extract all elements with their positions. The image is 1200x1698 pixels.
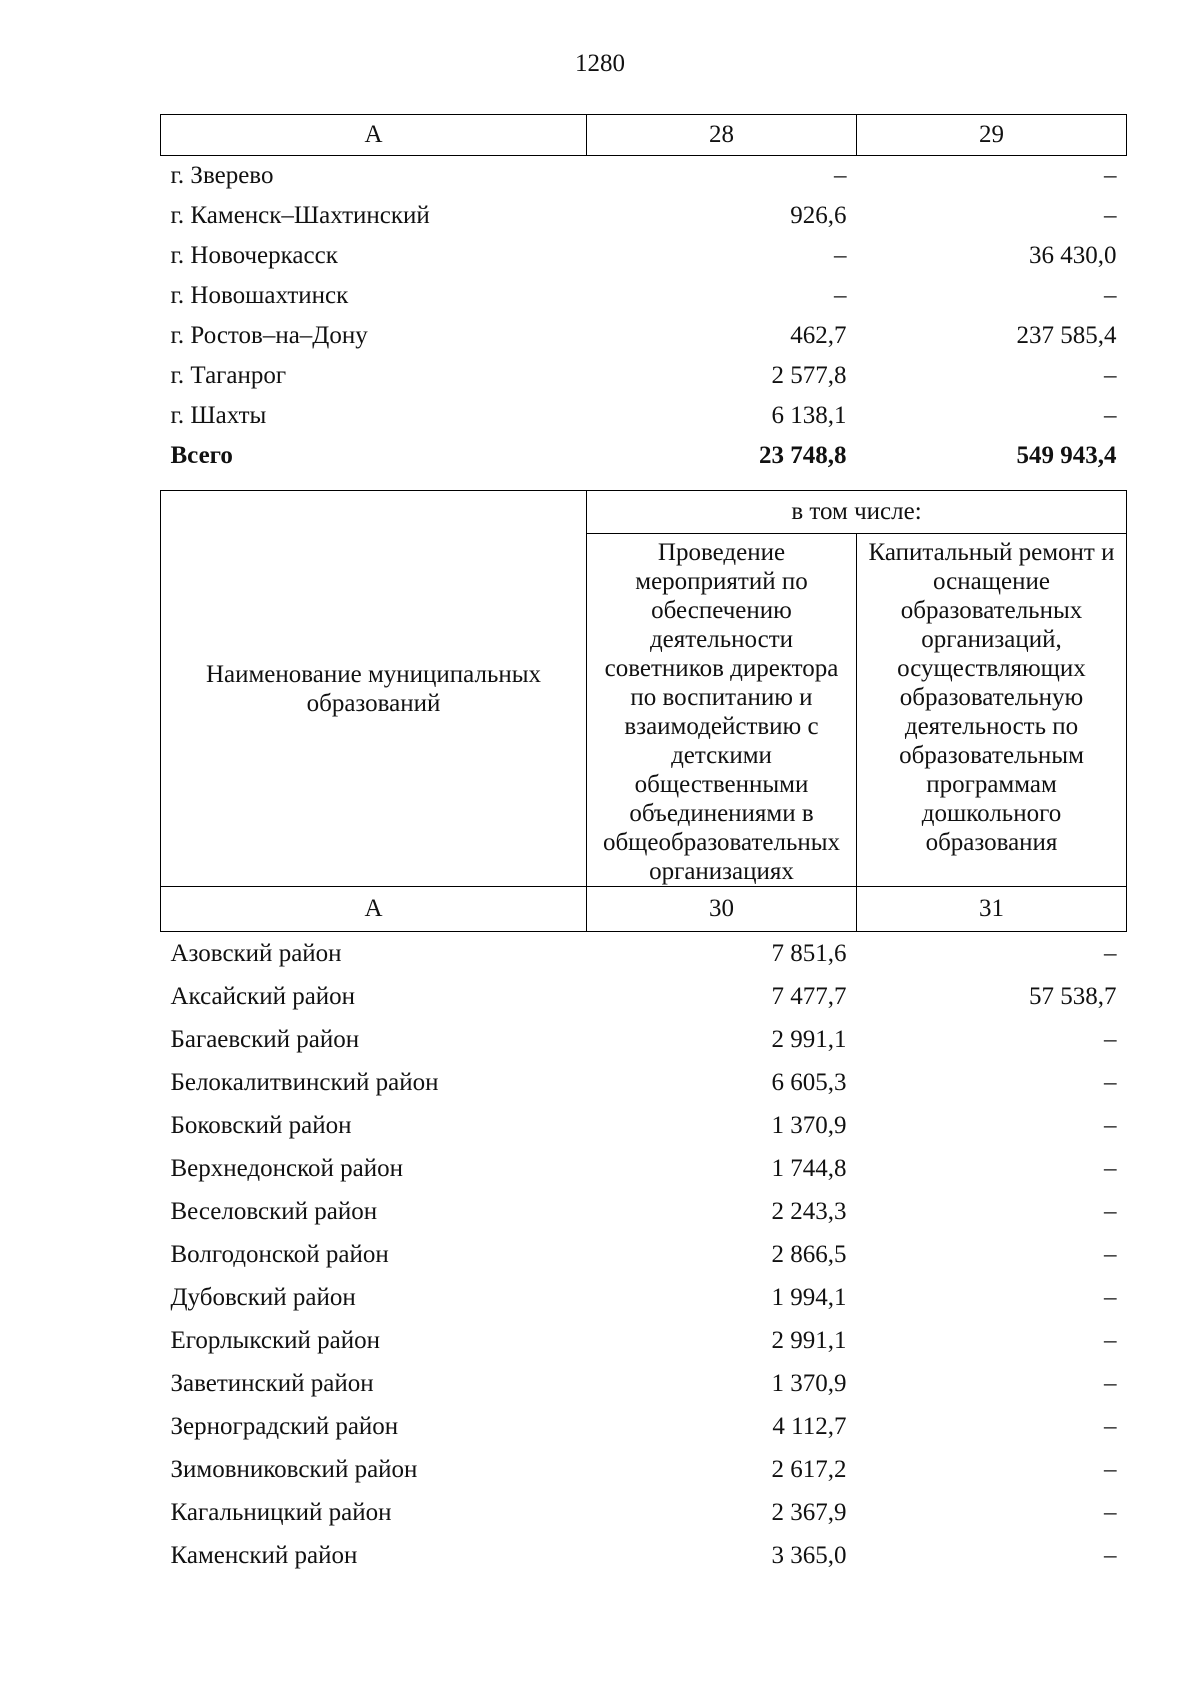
amount-cell: 6 605,3 — [771, 1068, 847, 1096]
table-row — [161, 1405, 1127, 1448]
amount-cell: – — [1104, 202, 1117, 229]
municipality-name: г. Таганрог — [170, 362, 287, 389]
amount-cell: 7 477,7 — [771, 982, 847, 1010]
municipality-name: Боковский район — [170, 1111, 352, 1139]
amount-cell: – — [1104, 1498, 1117, 1526]
amount-cell: – — [1104, 162, 1117, 189]
amount-cell: – — [834, 162, 847, 189]
amount-cell: 1 370,9 — [771, 1111, 847, 1139]
amount-cell: – — [1104, 1541, 1117, 1569]
table-row — [161, 156, 1127, 197]
municipality-name: г. Новочеркасск — [170, 242, 338, 269]
table-row — [161, 1233, 1127, 1276]
table-header-row — [161, 115, 1127, 156]
amount-cell: 2 991,1 — [771, 1025, 847, 1053]
amount-cell: – — [1104, 1068, 1117, 1096]
budget-table-columns-28-29 — [160, 114, 1127, 476]
municipality-name: г. Новошахтинск — [170, 282, 349, 309]
table-row — [161, 196, 1127, 236]
table-row — [161, 1491, 1127, 1534]
amount-cell: – — [1104, 1326, 1117, 1354]
column-30-header: Проведение мероприятий по обеспечению деятельности советников директора по воспитанию и взаимодействию с детскими общественными объединениями в общеобразовательных организациях — [587, 534, 857, 887]
table-row — [161, 1276, 1127, 1319]
amount-cell: – — [1104, 282, 1117, 309]
municipality-name: г. Шахты — [170, 402, 267, 429]
municipality-name: Веселовский район — [170, 1197, 378, 1225]
municipality-name: Азовский район — [170, 939, 342, 967]
amount-cell: 2 866,5 — [771, 1240, 847, 1268]
municipality-name-header: Наименование муниципальных образований — [161, 491, 587, 887]
table-row — [161, 396, 1127, 436]
page-number: 1280 — [575, 50, 625, 77]
amount-cell: 36 430,0 — [1029, 242, 1117, 269]
amount-cell: 1 370,9 — [771, 1369, 847, 1397]
municipality-name: Зимовниковский район — [170, 1455, 418, 1483]
budget-table-columns-30-31 — [160, 490, 1127, 1577]
table-row — [161, 932, 1127, 976]
amount-cell: – — [1104, 1369, 1117, 1397]
table-row — [161, 1061, 1127, 1104]
municipality-name: Каменский район — [170, 1541, 358, 1569]
amount-cell: 237 585,4 — [1016, 322, 1117, 349]
table-row — [161, 1104, 1127, 1147]
table-row — [161, 1190, 1127, 1233]
amount-cell: – — [1104, 362, 1117, 389]
table-row — [161, 316, 1127, 356]
table-row — [161, 1319, 1127, 1362]
amount-cell: 23 748,8 — [759, 442, 847, 469]
column-header-28: 28 — [587, 115, 857, 156]
total-row — [161, 436, 1127, 476]
table-row — [161, 1018, 1127, 1061]
amount-cell: 57 538,7 — [1029, 982, 1117, 1010]
table-row — [161, 1362, 1127, 1405]
column-index-row — [161, 887, 1127, 932]
amount-cell: 1 744,8 — [771, 1154, 847, 1182]
amount-cell: 462,7 — [790, 322, 847, 349]
amount-cell: – — [1104, 1412, 1117, 1440]
municipality-name: Дубовский район — [170, 1283, 356, 1311]
amount-cell: 2 617,2 — [771, 1455, 847, 1483]
table-header-row — [161, 491, 1127, 534]
municipality-name: г. Ростов–на–Дону — [170, 322, 368, 349]
amount-cell: – — [1104, 1025, 1117, 1053]
amount-cell: – — [1104, 1111, 1117, 1139]
municipality-name: Кагальницкий район — [170, 1498, 392, 1526]
column-index-31: 31 — [857, 887, 1127, 932]
amount-cell: – — [1104, 1455, 1117, 1483]
table-body — [161, 156, 1127, 477]
column-header-29: 29 — [857, 115, 1127, 156]
column-31-header: Капитальный ремонт и оснащение образовательных организаций, осуществляющих образовательную деятельность по образовательным программам дошкольного образования — [857, 534, 1127, 887]
municipality-name: Зерноградский район — [170, 1412, 399, 1440]
amount-cell: 2 243,3 — [771, 1197, 847, 1225]
table-row — [161, 975, 1127, 1018]
amount-cell: – — [1104, 1197, 1117, 1225]
amount-cell: 2 577,8 — [771, 362, 847, 389]
amount-cell: 7 851,6 — [771, 939, 847, 967]
amount-cell: – — [1104, 1283, 1117, 1311]
municipality-name: г. Каменск–Шахтинский — [170, 202, 430, 229]
amount-cell: 6 138,1 — [771, 402, 847, 429]
table-row — [161, 1147, 1127, 1190]
table-row — [161, 1534, 1127, 1577]
including-header: в том числе: — [587, 491, 1127, 534]
amount-cell: 549 943,4 — [1016, 442, 1117, 469]
municipality-name: Белокалитвинский район — [170, 1068, 439, 1096]
table-row — [161, 356, 1127, 396]
amount-cell: – — [1104, 402, 1117, 429]
municipality-name: Всего — [170, 442, 233, 469]
amount-cell: 3 365,0 — [771, 1541, 847, 1569]
amount-cell: – — [1104, 939, 1117, 967]
amount-cell: – — [1104, 1154, 1117, 1182]
table-row — [161, 236, 1127, 276]
municipality-name: Верхнедонской район — [170, 1154, 403, 1182]
table-body — [161, 932, 1127, 1578]
column-header-a: А — [161, 115, 587, 156]
column-index-30: 30 — [587, 887, 857, 932]
amount-cell: – — [834, 282, 847, 309]
municipality-name: Волгодонской район — [170, 1240, 389, 1268]
municipality-name: Егорлыкский район — [170, 1326, 380, 1354]
amount-cell: 926,6 — [790, 202, 847, 229]
table-row — [161, 1448, 1127, 1491]
municipality-name: Багаевский район — [170, 1025, 360, 1053]
amount-cell: 2 367,9 — [771, 1498, 847, 1526]
amount-cell: 2 991,1 — [771, 1326, 847, 1354]
amount-cell: – — [834, 242, 847, 269]
municipality-name: Заветинский район — [170, 1369, 374, 1397]
amount-cell: 4 112,7 — [772, 1412, 847, 1440]
amount-cell: 1 994,1 — [771, 1283, 847, 1311]
table-row — [161, 276, 1127, 316]
municipality-name: Аксайский район — [170, 982, 356, 1010]
amount-cell: – — [1104, 1240, 1117, 1268]
column-index-a: А — [161, 887, 587, 932]
municipality-name: г. Зверево — [170, 162, 274, 189]
